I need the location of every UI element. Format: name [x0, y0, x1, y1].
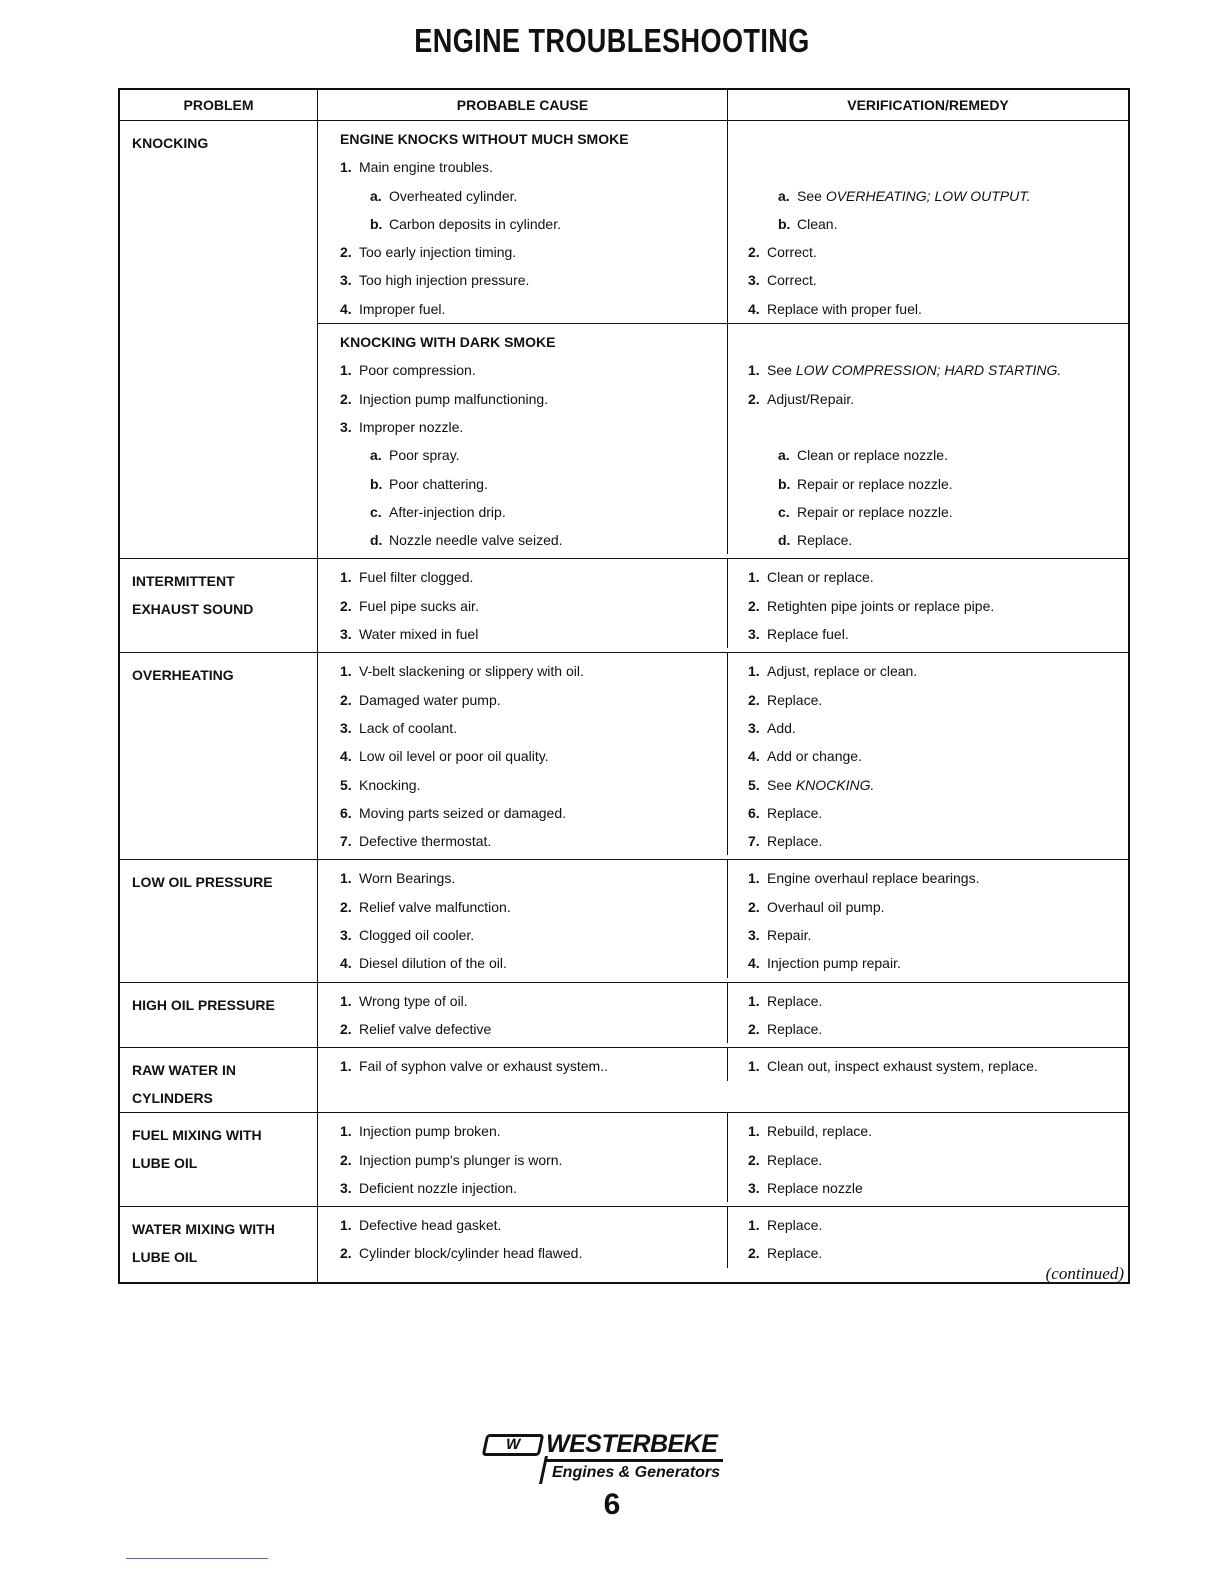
- cause-number: 1.: [340, 159, 352, 176]
- remedy-line: [748, 686, 1128, 714]
- remedy-number: 4.: [748, 955, 760, 972]
- cause-number: 3.: [340, 418, 352, 435]
- cause-text: Too early injection timing.: [359, 244, 517, 261]
- cause-number: b.: [370, 215, 383, 232]
- problem-label: RAW WATER IN CYLINDERS: [132, 1062, 236, 1107]
- remedy-line: [748, 210, 1128, 238]
- remedy-number: 7.: [748, 833, 760, 850]
- remedy-reference: KNOCKING.: [795, 776, 875, 793]
- table-row: [120, 1047, 1128, 1112]
- remedy-line: [748, 238, 1128, 266]
- remedy-number: 5.: [748, 776, 760, 793]
- remedy-text: Replace.: [767, 1020, 823, 1037]
- remedy-number: c.: [778, 503, 790, 520]
- cause-line: [340, 526, 727, 554]
- remedy-text: Replace.: [767, 833, 823, 850]
- remedy-text: Clean or replace.: [767, 569, 874, 586]
- cause-cell: [318, 1113, 728, 1202]
- cause-cell: [318, 1048, 728, 1080]
- table-row: [120, 1112, 1128, 1206]
- cause-text: V-belt slackening or slippery with oil.: [359, 663, 584, 680]
- remedy-line: [748, 526, 1128, 554]
- remedy-line: [748, 356, 1128, 384]
- remedy-text: Add or change.: [767, 748, 862, 765]
- cause-text: Poor compression.: [359, 362, 476, 379]
- remedy-number: 4.: [748, 300, 760, 317]
- cause-cell: [318, 324, 728, 554]
- problem-label: KNOCKING: [132, 135, 209, 151]
- cause-cell: [318, 983, 728, 1044]
- cause-text: Damaged water pump.: [359, 691, 501, 708]
- table-row: [120, 1206, 1128, 1282]
- remedy-line: [748, 771, 1128, 799]
- cause-text: Defective thermostat.: [359, 833, 492, 850]
- remedy-number: b.: [778, 215, 791, 232]
- remedy-line: [748, 385, 1128, 413]
- remedy-text: Overhaul oil pump.: [767, 898, 885, 915]
- remedy-text: Add.: [767, 719, 796, 736]
- cause-line: [340, 864, 727, 892]
- cause-number: 1.: [340, 1217, 352, 1234]
- problem-label: LUBE OIL: [132, 1155, 198, 1172]
- cause-number: 1.: [340, 663, 352, 680]
- problem-label: FUEL MIXING WITH: [132, 1127, 262, 1144]
- remedy-cell: [728, 983, 1128, 1044]
- remedy-line: [748, 1146, 1128, 1174]
- cause-text: Improper fuel.: [359, 300, 446, 317]
- cause-remedy-groups: [318, 1048, 1128, 1112]
- cause-number: 6.: [340, 804, 352, 821]
- cause-number: 4.: [340, 300, 352, 317]
- cause-cell: [318, 860, 728, 977]
- cause-cell: [318, 1207, 728, 1268]
- cause-group: [318, 1048, 1128, 1080]
- remedy-number: b.: [778, 475, 791, 492]
- cause-number: 4.: [340, 955, 352, 972]
- cause-remedy-groups: [318, 653, 1128, 859]
- cause-text: Deficient nozzle injection.: [359, 1179, 517, 1196]
- cause-text: After-injection drip.: [389, 503, 506, 520]
- remedy-number: 3.: [748, 626, 760, 643]
- cause-line: [340, 1117, 727, 1145]
- header-problem: PROBLEM: [120, 90, 318, 120]
- remedy-line: [748, 153, 1128, 181]
- table-body: [120, 120, 1128, 1282]
- cause-number: 2.: [340, 1245, 352, 1262]
- remedy-text: Replace nozzle: [767, 1179, 863, 1196]
- remedy-line: [748, 827, 1128, 855]
- cause-text: Overheated cylinder.: [389, 187, 518, 204]
- remedy-number: 2.: [748, 898, 760, 915]
- cause-group: [318, 1113, 1128, 1202]
- remedy-line: [748, 1211, 1128, 1239]
- remedy-number: 3.: [748, 1179, 760, 1196]
- remedy-text: Clean.: [797, 215, 838, 232]
- cause-remedy-groups: [318, 1207, 1128, 1282]
- problem-label: EXHAUST SOUND: [132, 601, 254, 618]
- cause-line: [340, 470, 727, 498]
- cause-number: 2.: [340, 1020, 352, 1037]
- remedy-line: [748, 893, 1128, 921]
- cause-text: Fail of syphon valve or exhaust system..: [359, 1058, 608, 1075]
- cause-line: [340, 356, 727, 384]
- cause-text: Diesel dilution of the oil.: [359, 955, 507, 972]
- remedy-number: 3.: [748, 927, 760, 944]
- cause-number: 3.: [340, 1179, 352, 1196]
- remedy-text: Repair or replace nozzle.: [797, 503, 953, 520]
- remedy-text: Adjust/Repair.: [767, 390, 855, 407]
- problem-label: LOW OIL PRESSURE: [132, 874, 273, 891]
- cause-group: [318, 653, 1128, 855]
- problem-label: WATER MIXING WITH: [132, 1221, 275, 1238]
- cause-line: [340, 921, 727, 949]
- remedy-line: [748, 987, 1128, 1015]
- cause-line: [340, 1239, 727, 1267]
- logo-tagline: Engines & Generators: [552, 1464, 721, 1481]
- cause-number: 1.: [340, 870, 352, 887]
- cause-number: 3.: [340, 272, 352, 289]
- table-header-row: [120, 90, 1128, 120]
- problem-cell: [120, 653, 318, 859]
- remedy-text: Repair or replace nozzle.: [797, 475, 953, 492]
- cause-group: [318, 860, 1128, 977]
- cause-line: [340, 153, 727, 181]
- remedy-cell: [728, 1113, 1128, 1202]
- table-row: [120, 652, 1128, 859]
- remedy-line: [748, 266, 1128, 294]
- cause-line: [340, 1052, 727, 1080]
- remedy-line: [748, 742, 1128, 770]
- cause-text: Injection pump malfunctioning.: [359, 390, 549, 407]
- cause-line: [340, 1146, 727, 1174]
- problem-cell: [120, 121, 318, 558]
- remedy-text: Replace fuel.: [767, 626, 849, 643]
- cause-number: a.: [370, 447, 382, 464]
- logo-mark: W: [482, 1434, 545, 1456]
- cause-cell: [318, 121, 728, 323]
- problem-cell: [120, 1113, 318, 1206]
- problem-cell: [120, 860, 318, 981]
- cause-line: [340, 686, 727, 714]
- remedy-number: 2.: [748, 691, 760, 708]
- remedy-line: [748, 799, 1128, 827]
- cause-text: Relief valve defective: [359, 1020, 492, 1037]
- remedy-number: 2.: [748, 1020, 760, 1037]
- cause-text: Poor chattering.: [389, 475, 488, 492]
- remedy-line: [748, 470, 1128, 498]
- cause-line: [340, 210, 727, 238]
- table-row: [120, 982, 1128, 1048]
- cause-line: [340, 657, 727, 685]
- cause-line: [340, 1211, 727, 1239]
- cause-text: Main engine troubles.: [359, 159, 493, 176]
- cause-line: [340, 742, 727, 770]
- cause-line: [340, 592, 727, 620]
- remedy-text: Replace.: [767, 992, 823, 1009]
- cause-text: Worn Bearings.: [359, 870, 456, 887]
- cause-text: Relief valve malfunction.: [359, 898, 511, 915]
- remedy-text: Retighten pipe joints or replace pipe.: [767, 597, 995, 614]
- problem-label: LUBE OIL: [132, 1249, 198, 1266]
- cause-text: KNOCKING WITH DARK SMOKE: [340, 334, 556, 351]
- cause-line: [340, 266, 727, 294]
- remedy-text: Replace.: [767, 691, 823, 708]
- remedy-text: Replace with proper fuel.: [767, 300, 922, 317]
- remedy-text: Replace.: [767, 1151, 823, 1168]
- cause-line: [340, 328, 727, 356]
- remedy-number: 1.: [748, 870, 760, 887]
- cause-number: 2.: [340, 691, 352, 708]
- remedy-line: [748, 125, 1128, 153]
- cause-text: Water mixed in fuel: [359, 626, 479, 643]
- cause-text: Clogged oil cooler.: [359, 927, 475, 944]
- remedy-number: 2.: [748, 390, 760, 407]
- problem-label: OVERHEATING: [132, 667, 234, 684]
- cause-number: 3.: [340, 626, 352, 643]
- cause-text: Lack of coolant.: [359, 719, 458, 736]
- logo-name: WESTERBEKE: [546, 1430, 723, 1462]
- cause-text: Knocking.: [359, 776, 421, 793]
- cause-group: [318, 121, 1128, 323]
- cause-number: b.: [370, 475, 383, 492]
- cause-number: 5.: [340, 776, 352, 793]
- remedy-line: [748, 182, 1128, 210]
- problem-label: INTERMITTENT: [132, 573, 235, 590]
- cause-number: 1.: [340, 362, 352, 379]
- remedy-line: [748, 498, 1128, 526]
- cause-group: [318, 983, 1128, 1044]
- cause-text: Wrong type of oil.: [359, 992, 468, 1009]
- cause-line: [340, 771, 727, 799]
- remedy-cell: [728, 1048, 1128, 1080]
- cause-number: c.: [370, 503, 382, 520]
- cause-number: 2.: [340, 597, 352, 614]
- cause-line: [340, 498, 727, 526]
- cause-remedy-groups: [318, 559, 1128, 652]
- continued-note: (continued): [1045, 1264, 1124, 1283]
- cause-line: [340, 620, 727, 648]
- table-row: [120, 558, 1128, 652]
- cause-text: Too high injection pressure.: [359, 272, 530, 289]
- remedy-line: [748, 592, 1128, 620]
- cause-remedy-groups: [318, 983, 1128, 1048]
- header-probable-cause: PROBABLE CAUSE: [318, 90, 728, 120]
- cause-text: Low oil level or poor oil quality.: [359, 748, 549, 765]
- cause-group: [318, 323, 1128, 554]
- remedy-line: [748, 413, 1128, 441]
- remedy-number: 3.: [748, 272, 760, 289]
- cause-number: 3.: [340, 927, 352, 944]
- problem-cell: [120, 983, 318, 1048]
- remedy-text: Repair.: [767, 927, 812, 944]
- remedy-line: [748, 1052, 1128, 1080]
- problem-cell: [120, 1048, 318, 1112]
- remedy-number: 1.: [748, 663, 760, 680]
- remedy-cell: [728, 121, 1128, 323]
- footer-rule: [126, 1558, 268, 1559]
- cause-line: [340, 827, 727, 855]
- cause-line: [340, 413, 727, 441]
- troubleshooting-table: [118, 88, 1130, 1284]
- remedy-cell: [728, 559, 1128, 648]
- remedy-line: [748, 864, 1128, 892]
- remedy-line: [748, 1174, 1128, 1202]
- remedy-number: a.: [778, 187, 790, 204]
- remedy-number: 3.: [748, 719, 760, 736]
- remedy-number: 1.: [748, 992, 760, 1009]
- remedy-cell: [728, 324, 1128, 554]
- cause-number: d.: [370, 532, 383, 549]
- cause-remedy-groups: [318, 1113, 1128, 1206]
- remedy-text: See: [767, 776, 796, 793]
- cause-text: Nozzle needle valve seized.: [389, 532, 563, 549]
- remedy-line: [748, 657, 1128, 685]
- cause-text: Injection pump's plunger is worn.: [359, 1151, 563, 1168]
- remedy-line: [748, 714, 1128, 742]
- remedy-line: [748, 620, 1128, 648]
- cause-line: [340, 987, 727, 1015]
- cause-number: 3.: [340, 719, 352, 736]
- cause-cell: [318, 559, 728, 648]
- cause-line: [340, 295, 727, 323]
- cause-line: [340, 125, 727, 153]
- cause-line: [340, 385, 727, 413]
- cause-cell: [318, 653, 728, 855]
- cause-line: [340, 799, 727, 827]
- cause-remedy-groups: [318, 121, 1128, 558]
- remedy-line: [748, 563, 1128, 591]
- cause-line: [340, 1174, 727, 1202]
- remedy-number: 6.: [748, 804, 760, 821]
- cause-number: 2.: [340, 390, 352, 407]
- westerbeke-logo: [480, 1430, 750, 1486]
- table-row: [120, 859, 1128, 981]
- remedy-number: 2.: [748, 244, 760, 261]
- remedy-text: Replace.: [767, 1245, 823, 1262]
- cause-text: ENGINE KNOCKS WITHOUT MUCH SMOKE: [340, 131, 629, 147]
- remedy-text: Replace.: [767, 804, 823, 821]
- page-title: ENGINE TROUBLESHOOTING: [414, 22, 810, 59]
- remedy-text: Correct.: [767, 272, 817, 289]
- remedy-number: d.: [778, 532, 791, 549]
- cause-text: Poor spray.: [389, 447, 460, 464]
- remedy-text: Correct.: [767, 244, 817, 261]
- remedy-line: [748, 441, 1128, 469]
- cause-line: [340, 441, 727, 469]
- remedy-number: 1.: [748, 1123, 760, 1140]
- cause-number: 4.: [340, 748, 352, 765]
- remedy-cell: [728, 1207, 1128, 1268]
- cause-text: Fuel filter clogged.: [359, 569, 474, 586]
- cause-line: [340, 893, 727, 921]
- remedy-number: 1.: [748, 1217, 760, 1234]
- remedy-text: See: [797, 187, 826, 204]
- remedy-text: Clean out, inspect exhaust system, replace.: [767, 1058, 1038, 1075]
- cause-line: [340, 238, 727, 266]
- cause-number: 7.: [340, 833, 352, 850]
- remedy-number: 2.: [748, 1245, 760, 1262]
- problem-label: HIGH OIL PRESSURE: [132, 996, 275, 1013]
- cause-group: [318, 1207, 1128, 1268]
- cause-number: 2.: [340, 1151, 352, 1168]
- remedy-text: See: [767, 362, 796, 379]
- cause-text: Improper nozzle.: [359, 418, 464, 435]
- remedy-line: [748, 328, 1128, 356]
- cause-line: [340, 563, 727, 591]
- remedy-line: [748, 1117, 1128, 1145]
- cause-line: [340, 182, 727, 210]
- cause-remedy-groups: [318, 860, 1128, 981]
- remedy-text: Replace.: [797, 532, 853, 549]
- cause-number: 1.: [340, 1058, 352, 1075]
- remedy-number: 1.: [748, 362, 760, 379]
- cause-text: Moving parts seized or damaged.: [359, 804, 566, 821]
- cause-text: Fuel pipe sucks air.: [359, 597, 479, 614]
- remedy-number: 2.: [748, 597, 760, 614]
- cause-number: 2.: [340, 244, 352, 261]
- remedy-number: 1.: [748, 569, 760, 586]
- problem-cell: [120, 559, 318, 652]
- cause-text: Carbon deposits in cylinder.: [389, 215, 561, 232]
- cause-line: [340, 949, 727, 977]
- cause-line: [340, 714, 727, 742]
- header-remedy: VERIFICATION/REMEDY: [847, 97, 1009, 113]
- remedy-text: Rebuild, replace.: [767, 1123, 873, 1140]
- cause-number: 2.: [340, 898, 352, 915]
- cause-text: Cylinder block/cylinder head flawed.: [359, 1245, 583, 1262]
- remedy-text: Adjust, replace or clean.: [767, 663, 918, 680]
- remedy-number: 4.: [748, 748, 760, 765]
- remedy-text: Engine overhaul replace bearings.: [767, 870, 980, 887]
- cause-number: 1.: [340, 569, 352, 586]
- cause-number: 1.: [340, 1123, 352, 1140]
- remedy-reference: OVERHEATING; LOW OUTPUT.: [825, 187, 1031, 204]
- cause-number: 1.: [340, 992, 352, 1009]
- cause-line: [340, 1015, 727, 1043]
- remedy-line: [748, 921, 1128, 949]
- remedy-cell: [728, 860, 1128, 977]
- problem-cell: [120, 1207, 318, 1282]
- cause-text: Injection pump broken.: [359, 1123, 501, 1140]
- page-number: 6: [603, 1488, 621, 1521]
- cause-text: Defective head gasket.: [359, 1217, 502, 1234]
- remedy-text: Replace.: [767, 1217, 823, 1234]
- remedy-reference: LOW COMPRESSION; HARD STARTING.: [795, 362, 1062, 379]
- remedy-line: [748, 295, 1128, 323]
- cause-group: [318, 559, 1128, 648]
- cause-number: a.: [370, 187, 382, 204]
- table-row: [120, 120, 1128, 558]
- remedy-number: a.: [778, 447, 790, 464]
- remedy-text: Clean or replace nozzle.: [797, 447, 948, 464]
- remedy-number: 2.: [748, 1151, 760, 1168]
- remedy-cell: [728, 653, 1128, 855]
- remedy-line: [748, 1015, 1128, 1043]
- remedy-line: [748, 949, 1128, 977]
- remedy-number: 1.: [748, 1058, 760, 1075]
- remedy-text: Injection pump repair.: [767, 955, 901, 972]
